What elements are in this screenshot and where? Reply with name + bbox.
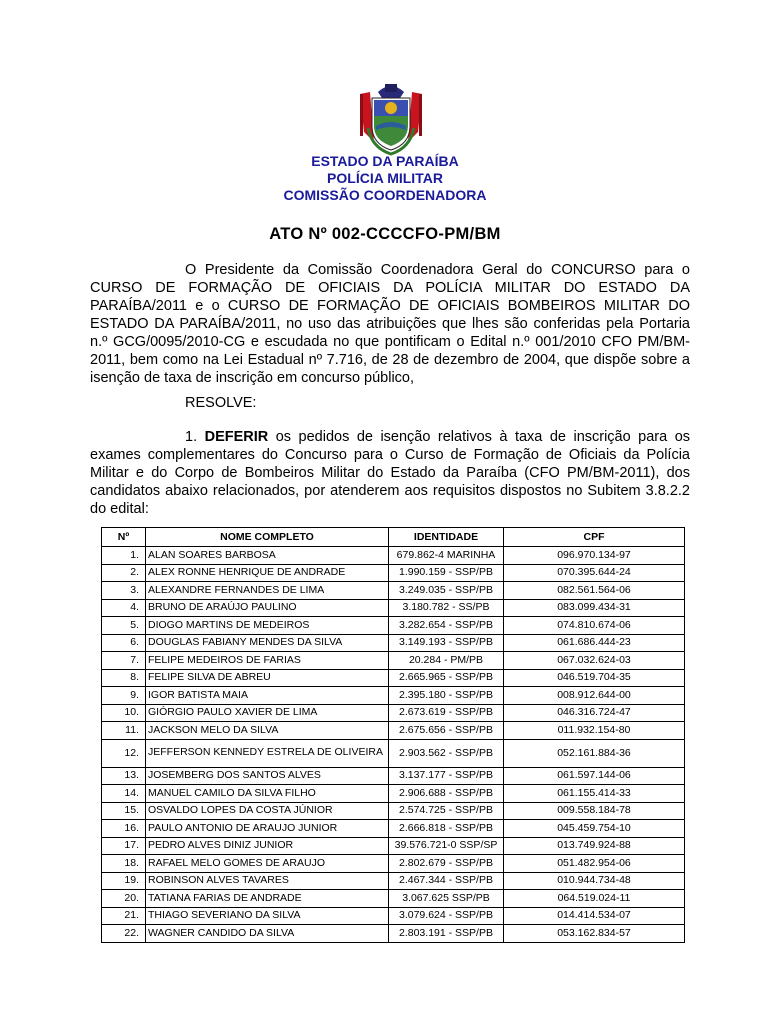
row-number: 4. (102, 599, 146, 617)
row-number: 2. (102, 564, 146, 582)
header-number: Nº (102, 528, 146, 547)
row-identity: 3.067.625 SSP/PB (389, 890, 504, 908)
row-name: THIAGO SEVERIANO DA SILVA (146, 907, 389, 925)
table-row (102, 669, 685, 687)
table-row (102, 704, 685, 722)
row-identity: 2.395.180 - SSP/PB (389, 687, 504, 705)
intro-text: O Presidente da Comissão Coordenadora Geral do CONCURSO para o CURSO DE FORMAÇÃO DE OFICIAIS DA POLÍCIA MILITAR DO ESTADO DA PARAÍBA/2011 e o CURSO DE FORMAÇÃO DE OFICIAIS BOMBEIROS MILITAR DO ESTADO DA PARAÍBA/2011, no uso das atribuições que lhes são conferidas pela Portaria n.º GCG/0095/2010-CG e escudada no que pontificam o Edital n.º 001/2010 CFO PM/BM-2011, bem como na Lei Estadual nº 7.716, de 28 de dezembro de 2004, que dispõe sobre a isenção de taxa de inscrição em concurso público, (90, 262, 690, 386)
row-number: 16. (102, 820, 146, 838)
row-cpf: 045.459.754-10 (504, 820, 685, 838)
row-cpf: 010.944.734-48 (504, 872, 685, 890)
row-identity: 679.862-4 MARINHA (389, 547, 504, 565)
resolve-heading: RESOLVE: (185, 395, 257, 411)
candidates-table (101, 527, 685, 943)
table-row (102, 739, 685, 767)
row-cpf: 046.519.704-35 (504, 669, 685, 687)
item-1-paragraph (90, 428, 690, 518)
row-cpf: 061.686.444-23 (504, 634, 685, 652)
row-identity: 2.666.818 - SSP/PB (389, 820, 504, 838)
row-number: 20. (102, 890, 146, 908)
header-police: POLÍCIA MILITAR (327, 170, 443, 186)
row-cpf: 046.316.724-47 (504, 704, 685, 722)
row-name: GIÓRGIO PAULO XAVIER DE LIMA (146, 704, 389, 722)
table-row (102, 582, 685, 600)
table-header-row (102, 528, 685, 547)
row-identity: 2.903.562 - SSP/PB (389, 739, 504, 767)
row-name: RAFAEL MELO GOMES DE ARAUJO (146, 855, 389, 873)
table-row (102, 855, 685, 873)
row-identity: 2.802.679 - SSP/PB (389, 855, 504, 873)
header-full-name: NOME COMPLETO (146, 528, 389, 547)
row-name: JEFFERSON KENNEDY ESTRELA DE OLIVEIRA (146, 739, 389, 767)
row-number: 6. (102, 634, 146, 652)
row-cpf: 014.414.534-07 (504, 907, 685, 925)
row-name: JOSEMBERG DOS SANTOS ALVES (146, 767, 389, 785)
intro-paragraph (90, 261, 690, 387)
row-number: 11. (102, 722, 146, 740)
row-cpf: 064.519.024-11 (504, 890, 685, 908)
header-commission: COMISSÃO COORDENADORA (283, 187, 487, 203)
row-number: 21. (102, 907, 146, 925)
row-number: 18. (102, 855, 146, 873)
table-row (102, 925, 685, 943)
row-cpf: 053.162.834-57 (504, 925, 685, 943)
row-name: FELIPE MEDEIROS DE FARIAS (146, 652, 389, 670)
header-identity: IDENTIDADE (389, 528, 504, 547)
row-cpf: 013.749.924-88 (504, 837, 685, 855)
row-cpf: 096.970.134-97 (504, 547, 685, 565)
table-row (102, 547, 685, 565)
row-identity: 2.906.688 - SSP/PB (389, 785, 504, 803)
table-body (102, 547, 685, 943)
row-name: TATIANA FARIAS DE ANDRADE (146, 890, 389, 908)
row-identity: 3.137.177 - SSP/PB (389, 767, 504, 785)
row-cpf: 083.099.434-31 (504, 599, 685, 617)
row-name: DOUGLAS FABIANY MENDES DA SILVA (146, 634, 389, 652)
row-identity: 3.180.782 - SS/PB (389, 599, 504, 617)
row-name: JACKSON MELO DA SILVA (146, 722, 389, 740)
row-name: ALEXANDRE FERNANDES DE LIMA (146, 582, 389, 600)
row-name: WAGNER CANDIDO DA SILVA (146, 925, 389, 943)
row-cpf: 008.912.644-00 (504, 687, 685, 705)
row-identity: 39.576.721-0 SSP/SP (389, 837, 504, 855)
row-name: PEDRO ALVES DINIZ JUNIOR (146, 837, 389, 855)
table-row (102, 802, 685, 820)
table-row (102, 767, 685, 785)
row-number: 1. (102, 547, 146, 565)
row-cpf: 009.558.184-78 (504, 802, 685, 820)
row-identity: 3.282.654 - SSP/PB (389, 617, 504, 635)
row-number: 12. (102, 739, 146, 767)
header-state: ESTADO DA PARAÍBA (311, 153, 459, 169)
item-1-keyword: DEFERIR (204, 429, 269, 445)
row-cpf: 061.155.414-33 (504, 785, 685, 803)
table-row (102, 634, 685, 652)
table-row (102, 652, 685, 670)
row-cpf: 051.482.954-06 (504, 855, 685, 873)
table-row (102, 890, 685, 908)
item-1-number: 1. (185, 429, 198, 445)
row-identity: 3.249.035 - SSP/PB (389, 582, 504, 600)
row-identity: 1.990.159 - SSP/PB (389, 564, 504, 582)
header-cpf: CPF (504, 528, 685, 547)
row-number: 15. (102, 802, 146, 820)
row-number: 5. (102, 617, 146, 635)
table-row (102, 617, 685, 635)
row-name: IGOR BATISTA MAIA (146, 687, 389, 705)
row-identity: 2.574.725 - SSP/PB (389, 802, 504, 820)
row-number: 14. (102, 785, 146, 803)
table-row (102, 687, 685, 705)
row-cpf: 011.932.154-80 (504, 722, 685, 740)
table-row (102, 599, 685, 617)
row-number: 3. (102, 582, 146, 600)
row-number: 19. (102, 872, 146, 890)
row-name: PAULO ANTONIO DE ARAUJO JUNIOR (146, 820, 389, 838)
row-name: ALAN SOARES BARBOSA (146, 547, 389, 565)
row-identity: 2.665.965 - SSP/PB (389, 669, 504, 687)
row-cpf: 082.561.564-06 (504, 582, 685, 600)
row-number: 9. (102, 687, 146, 705)
row-name: ROBINSON ALVES TAVARES (146, 872, 389, 890)
table-row (102, 872, 685, 890)
row-cpf: 067.032.624-03 (504, 652, 685, 670)
row-cpf: 052.161.884-36 (504, 739, 685, 767)
row-name: FELIPE SILVA DE ABREU (146, 669, 389, 687)
table-row (102, 837, 685, 855)
row-number: 13. (102, 767, 146, 785)
row-name: OSVALDO LOPES DA COSTA JÚNIOR (146, 802, 389, 820)
row-name: BRUNO DE ARAÚJO PAULINO (146, 599, 389, 617)
row-identity: 2.803.191 - SSP/PB (389, 925, 504, 943)
table-row (102, 564, 685, 582)
row-identity: 2.675.656 - SSP/PB (389, 722, 504, 740)
institution-header (0, 153, 770, 204)
item-1-text: os pedidos de isenção relativos à taxa de inscrição para os exames complementares do Concurso para o Curso de Formação de Oficiais da Polícia Militar e do Corpo de Bombeiros Militar do Estado da Paraíba (CFO PM/BM-2011), dos candidatos abaixo relacionados, por atenderem aos requisitos dispostos no Subitem 3.8.2.2 do edital: (90, 429, 691, 517)
row-number: 10. (102, 704, 146, 722)
row-number: 7. (102, 652, 146, 670)
document-title: ATO Nº 002-CCCCFO-PM/BM (269, 225, 501, 243)
row-identity: 2.673.619 - SSP/PB (389, 704, 504, 722)
row-name: ALEX RONNE HENRIQUE DE ANDRADE (146, 564, 389, 582)
row-cpf: 061.597.144-06 (504, 767, 685, 785)
paraiba-coat-of-arms-icon (356, 82, 426, 156)
table-row (102, 785, 685, 803)
table-row (102, 722, 685, 740)
row-identity: 20.284 - PM/PB (389, 652, 504, 670)
row-cpf: 074.810.674-06 (504, 617, 685, 635)
row-number: 8. (102, 669, 146, 687)
row-number: 22. (102, 925, 146, 943)
row-cpf: 070.395.644-24 (504, 564, 685, 582)
row-name: DIOGO MARTINS DE MEDEIROS (146, 617, 389, 635)
row-identity: 3.149.193 - SSP/PB (389, 634, 504, 652)
table-row (102, 907, 685, 925)
row-number: 17. (102, 837, 146, 855)
row-name: MANUEL CAMILO DA SILVA FILHO (146, 785, 389, 803)
row-identity: 2.467.344 - SSP/PB (389, 872, 504, 890)
table-row (102, 820, 685, 838)
row-identity: 3.079.624 - SSP/PB (389, 907, 504, 925)
